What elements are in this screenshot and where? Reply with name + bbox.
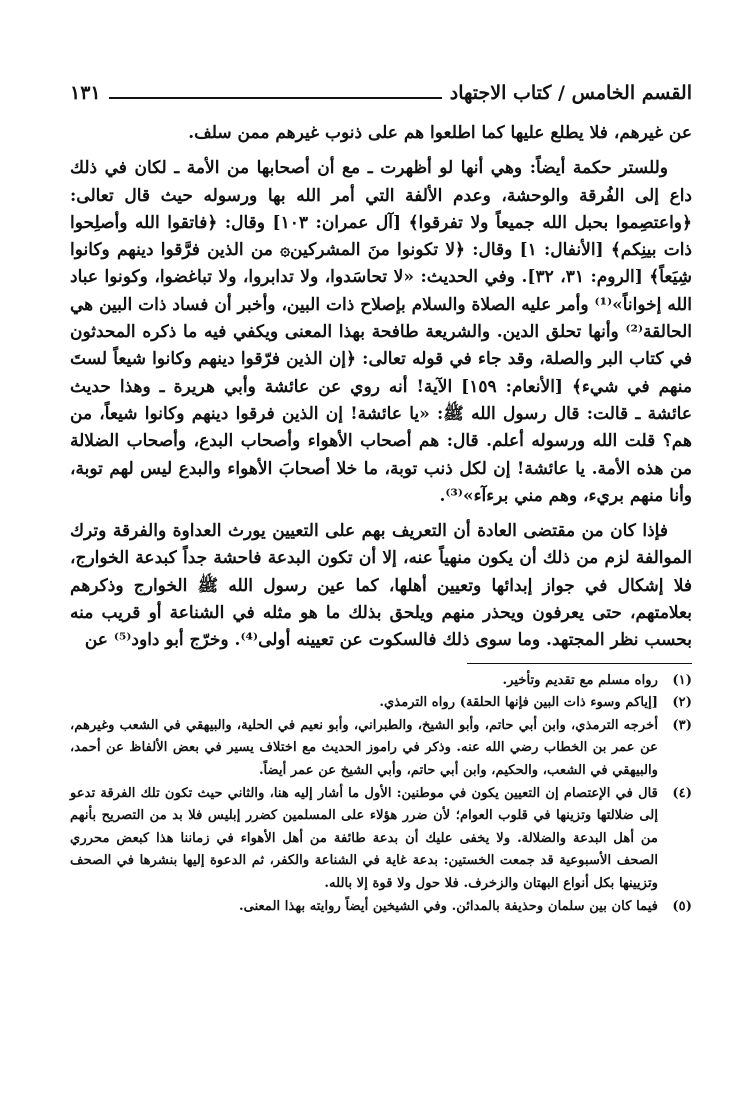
page-number: ١٣١ xyxy=(70,82,101,104)
footnote-number: (٥) xyxy=(672,898,692,914)
footnote-number: (٣) xyxy=(672,717,692,733)
footnote-text: [إياكم وسوء ذات البين فإنها الحلقة) رواه الترمذي. xyxy=(379,695,658,711)
section-title: القسم الخامس / كتاب الاجتهاد xyxy=(449,82,692,104)
paragraph: فإذا كان من مقتضى العادة أن التعريف بهم على التعيين يورث العداوة والفرقة وترك الموالفة لزم من ذلك أن يكون منهياً عنه، إلا أن تكون البدعة فاحشة جداً كبدعة الخوارج، فلا إشكال في جواز إبدائها وتعيين أهلها، كما عين رسول الله ﷺ الخوارج وذكرهم بعلامتهم، حتى يعرفون ويحذر منهم ويلحق بذلك ما هو مثله في الشناعة أو قريب منه بحسب نظر المجتهد. وما سوى ذلك فالسكوت عن تعيينه أولى⁽⁴⁾. وخرّج أبو داود⁽⁵⁾ عن xyxy=(70,521,692,651)
footnote xyxy=(70,896,692,919)
book-page xyxy=(70,80,692,918)
footnote xyxy=(70,692,692,715)
footnote xyxy=(70,670,692,693)
footnotes xyxy=(70,670,692,919)
paragraph: وللستر حكمة أيضاً: وهي أنها لو أظهرت ـ مع أن أصحابها من الأمة ـ لكان في ذلك داع إلى الفُرقة والوحشة، وعدم الألفة التي أمر الله بها ورسوله حيث قال تعالى: ﴿واعتصِموا بحبل الله جميعاً ولا تفرقوا﴾ [آل عمران: ١٠٣] وقال: ﴿فاتقوا الله وأصلِحوا ذات بينِكم﴾ [الأنفال: ١] وقال: ﴿لا تكونوا منَ المشركين۞ من الذين فرَّقوا دينهم وكانوا شِيَعاً﴾ [الروم: ٣١، ٣٢]. وفي الحديث: «لا تحاسَدوا، ولا تدابروا، ولا تباغضوا، وكونوا عباد الله إخواناً»⁽¹⁾ وأمر عليه الصلاة والسلام بإصلاح ذات البين، وأخبر أن فساد ذات البين هي الحالقة⁽²⁾ وأنها تحلق الدين. والشريعة طافحة بهذا المعنى ويكفي فيه ما ذكره المحدثون في كتاب البر والصلة، وقد جاء في قوله تعالى: ﴿إن الذين فرّقوا دينهم وكانوا شيعاً لستَ منهم في شيء﴾ [الأنعام: ١٥٩] الآية! أنه روي عن عائشة وأبي هريرة ـ وهذا حديث عائشة ـ قالت: قال رسول الله ﷺ: «يا عائشة! إن الذين فرقوا دينهم وكانوا شيعاً، من هم؟ قلت الله ورسوله أعلم. قال: هم أصحاب الأهواء وأصحاب البدع، وأصحاب الضلالة من هذه الأمة. يا عائشة! إن لكل ذنب توبة، ما خلا أصحابَ الأهواء والبدع ليس لهم توبة، وأنا منهم بريء، وهم مني برءآء»⁽³⁾. xyxy=(70,158,692,506)
footnote xyxy=(70,783,692,896)
footnote-separator xyxy=(467,663,692,664)
running-header xyxy=(70,80,692,106)
footnote-text: فيما كان بين سلمان وحذيفة بالمدائن. وفي الشيخين أيضاً روايته بهذا المعنى. xyxy=(238,898,658,914)
footnote-text: قال في الإعتصام إن التعيين يكون في موطنين: الأول ما أشار إليه هنا، والثاني حيث تكون تلك الفرقة تدعو إلى ضلالتها وتزينها في قلوب العوام؛ لأن ضرر هؤلاء على المسلمين كضرر إبليس فلا بد من التصريح بأنهم من أهل البدعة والضلالة. ولا يخفى عليك أن بدعة طائفة من أهل الأهواء في زماننا هذا كبعض محرري الصحف الأسبوعية قد جمعت الخستين: بدعة غاية في الشناعة والكفر، ثم الدعوة إليها بنشرها في الصحف وتزيينها بكل أنواع البهتان والزخرف. فلا حول ولا قوة إلا بالله. xyxy=(70,785,658,891)
footnote-text: أخرجه الترمذي، وابن أبي حاتم، وأبو الشيخ، والطبراني، وأبو نعيم في الحلية، والبيهقي في الشعب وغيرهم، عن عمر بن الخطاب رضي الله عنه. وذكر في راموز الحديث مع اختلاف يسير في بعض الألفاظ عن أحمد، والبيهقي في الشعب، والحكيم، وابن أبي حاتم، وأبي الشيخ عن عمر أيضاً. xyxy=(70,717,658,779)
footnote xyxy=(70,715,692,783)
main-text xyxy=(70,120,692,655)
footnote-number: (٤) xyxy=(672,785,692,801)
footnote-number: (٢) xyxy=(672,695,692,711)
footnote-text: رواه مسلم مع تقديم وتأخير. xyxy=(502,672,658,688)
footnote-number: (١) xyxy=(672,672,692,688)
header-rule xyxy=(109,97,442,99)
paragraph: عن غيرهم، فلا يطلع عليها كما اطلعوا هم على ذنوب غيرهم ممن سلف. xyxy=(188,123,692,143)
